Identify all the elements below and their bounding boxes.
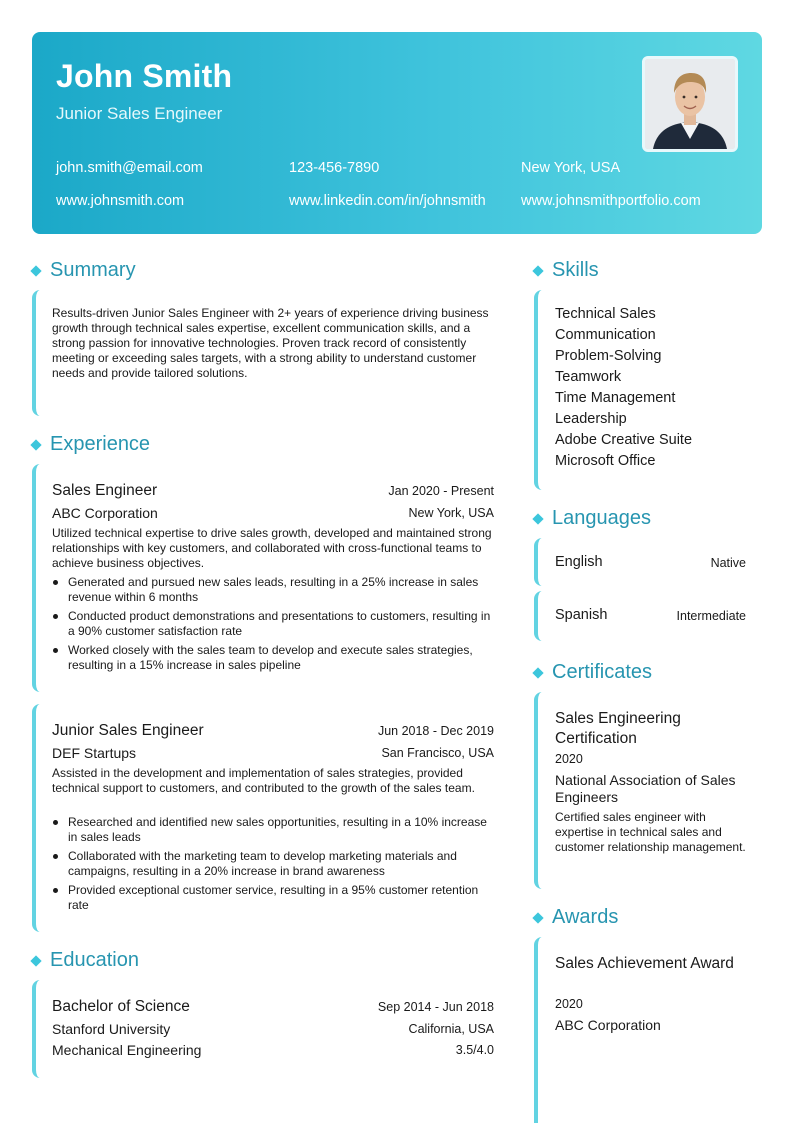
job-bullet: Generated and pursued new sales leads, resulting in a 25% increase in sales revenue within 6 months	[68, 575, 494, 605]
experience-heading	[32, 433, 150, 456]
skill-item: Leadership	[555, 411, 627, 427]
job-title: Sales Engineer	[52, 482, 158, 499]
diamond-icon	[30, 265, 41, 276]
job-date: Jan 2020 - Present	[388, 484, 494, 498]
education-school: Stanford University	[52, 1021, 171, 1037]
award-year: 2020	[555, 997, 583, 1011]
education-degree: Bachelor of Science	[52, 998, 190, 1015]
languages-heading	[534, 507, 651, 530]
job-title: Junior Sales Engineer	[52, 722, 204, 739]
job-bullet: Worked closely with the sales team to develop and execute sales strategies, resulting in a 15% increase in sales pipeline	[68, 643, 494, 673]
language-name: Spanish	[555, 607, 608, 623]
skill-item: Adobe Creative Suite	[555, 432, 693, 448]
candidate-name: John Smith	[56, 58, 233, 94]
education-location: California, USA	[408, 1022, 494, 1036]
diamond-icon	[532, 265, 543, 276]
candidate-title: Junior Sales Engineer	[56, 104, 223, 123]
certificate-year: 2020	[555, 752, 583, 766]
diamond-icon	[30, 955, 41, 966]
skill-item: Time Management	[555, 390, 676, 406]
skill-item: Technical Sales	[555, 306, 656, 322]
education-heading	[32, 949, 139, 972]
language-name: English	[555, 554, 603, 570]
summary-heading-label: Summary	[50, 259, 136, 281]
diamond-icon	[532, 513, 543, 524]
education-field: Mechanical Engineering	[52, 1042, 202, 1058]
skill-item: Problem-Solving	[555, 348, 662, 364]
diamond-icon	[30, 439, 41, 450]
experience-heading-label: Experience	[50, 433, 151, 455]
job-bullet: Conducted product demonstrations and presentations to customers, resulting in a 90% customer satisfaction rate	[68, 609, 494, 639]
awards-heading	[534, 906, 618, 929]
skill-item: Communication	[555, 327, 656, 343]
job-company: ABC Corporation	[52, 505, 158, 521]
skills-heading-label: Skills	[552, 259, 599, 281]
job-location: New York, USA	[408, 506, 494, 520]
summary-text: Results-driven Junior Sales Engineer with 2+ years of experience driving business growth through technical sales expertise, excellent communication skills, and a strong passion for innovative technologies. Proven track record of consistently meeting or exceeding sales targets, with a strong ability to understand customer needs and provide tailored solutions.	[52, 306, 489, 380]
contact-portfolio[interactable]: www.johnsmithportfolio.com	[521, 193, 701, 209]
job-bullet: Collaborated with the marketing team to develop marketing materials and campaigns, resulting in a 20% increase in brand awareness	[68, 849, 494, 879]
job-date: Jun 2018 - Dec 2019	[377, 724, 494, 738]
certificate-issuer: National Association of Sales Engineers	[555, 772, 736, 805]
certificates-heading-label: Certificates	[552, 661, 653, 683]
job-bullet: Researched and identified new sales opportunities, resulting in a 10% increase in sales leads	[68, 815, 494, 845]
certificate-name: Sales Engineering Certification	[555, 710, 681, 747]
diamond-icon	[532, 912, 543, 923]
skill-item: Teamwork	[555, 369, 622, 385]
job-company: DEF Startups	[52, 745, 137, 761]
diamond-icon	[532, 667, 543, 678]
award-name: Sales Achievement Award	[555, 955, 734, 972]
education-gpa: 3.5/4.0	[455, 1043, 494, 1057]
job-description: Assisted in the development and implementation of sales strategies, provided technical support to customers, and contributed to the growth of the sales team.	[52, 766, 475, 795]
contact-phone[interactable]: 123-456-7890	[289, 160, 380, 176]
languages-heading-label: Languages	[552, 507, 651, 529]
profile-photo	[642, 56, 738, 152]
job-bullet: Provided exceptional customer service, resulting in a 95% customer retention rate	[68, 883, 494, 913]
resume-header	[32, 32, 762, 234]
job-description: Utilized technical expertise to drive sales growth, developed and maintained strong relationships with key customers, and collaborated with cross-functional teams to achieve business objectives.	[52, 526, 492, 570]
job-location: San Francisco, USA	[381, 746, 494, 760]
certificate-description: Certified sales engineer with expertise in technical sales and customer relationship management.	[555, 810, 746, 854]
contact-email[interactable]: john.smith@email.com	[56, 160, 203, 176]
skill-item: Microsoft Office	[555, 453, 656, 469]
contact-location: New York, USA	[521, 160, 621, 176]
education-heading-label: Education	[50, 949, 139, 971]
skills-heading	[534, 259, 599, 282]
language-level: Native	[710, 556, 746, 570]
summary-heading	[32, 259, 136, 282]
certificates-heading	[534, 661, 652, 684]
contact-website[interactable]: www.johnsmith.com	[56, 193, 185, 209]
profile-photo-icon	[645, 59, 735, 149]
award-issuer: ABC Corporation	[555, 1017, 661, 1033]
language-level: Intermediate	[676, 609, 746, 623]
awards-heading-label: Awards	[552, 906, 619, 928]
contact-linkedin[interactable]: www.linkedin.com/in/johnsmith	[289, 193, 486, 209]
education-date: Sep 2014 - Jun 2018	[377, 1000, 494, 1014]
